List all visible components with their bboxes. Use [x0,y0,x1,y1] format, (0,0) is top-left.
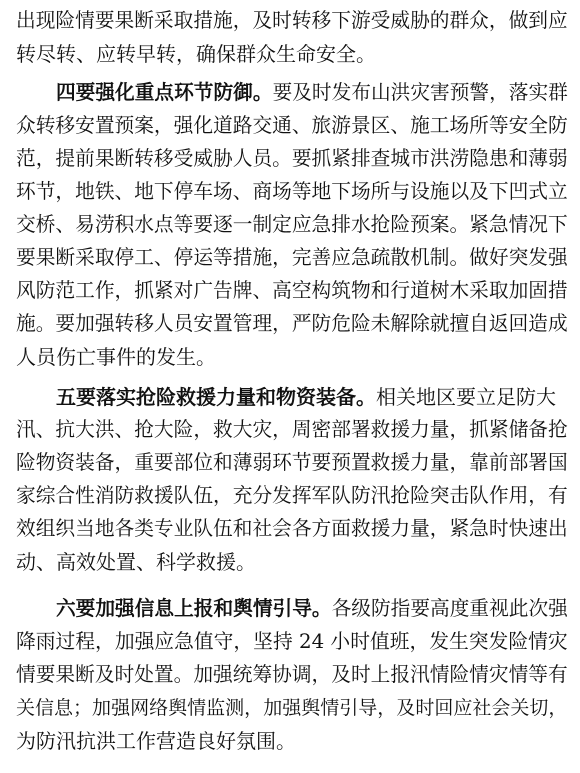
section-heading-4: 四要强化重点环节防御。 [56,81,273,104]
paragraph-2-line-7: 风防范工作，抓紧对广告牌、高空构筑物和行道树木采取加固措 [16,279,568,302]
paragraph-2-line-1 [56,80,568,106]
paragraph-4-text: 各级防指要高度重视此次强 [331,597,568,620]
paragraph-3-line-5: 效组织当地各类专业队伍和社会各方面救援力量，紧急时快速出 [16,517,568,540]
section-heading-6: 六要加强信息上报和舆情引导。 [56,597,332,620]
paragraph-2-line-9: 人员伤亡事件的发生。 [16,345,216,369]
paragraph-2-line-2: 众转移安置预案，强化道路交通、旅游景区、施工场所等安全防 [16,114,568,137]
paragraph-2-text: 要及时发布山洪灾害预警，落实群 [272,81,568,104]
paragraph-2-line-4: 环节，地铁、地下停车场、商场等地下场所与设施以及下凹式立 [16,180,568,203]
paragraph-4-line-1 [56,596,568,622]
paragraph-1-line-2: 转尽转、应转早转，确保群众生命安全。 [16,42,376,66]
paragraph-1-line-1: 出现险情要果断采取措施，及时转移下游受威胁的群众，做到应 [16,9,568,32]
section-heading-5: 五要落实抢险救援力量和物资装备。 [56,385,376,409]
paragraph-2-line-6: 要果断采取停工、停运等措施，完善应急疏散机制。做好突发强 [16,246,568,269]
paragraph-3-line-2: 汛、抗大洪、抢大险，救大灾，周密部署救援力量，抓紧储备抢 [16,418,568,441]
paragraph-3-line-1 [56,384,556,410]
paragraph-4-line-4: 关信息；加强网络舆情监测，加强舆情引导，及时回应社会关切， [16,697,568,719]
paragraph-2-line-5: 交桥、易涝积水点等要逐一制定应急排水抢险预案。紧急情况下 [16,213,568,236]
paragraph-2-line-3: 范，提前果断转移受威胁人员。要抓紧排查城市洪涝隐患和薄弱 [16,147,568,170]
paragraph-3-text: 相关地区要立足防大 [376,385,556,409]
paragraph-2-line-8: 施。要加强转移人员安置管理，严防危险未解除就擅自返回造成 [16,312,568,335]
paragraph-3-line-6: 动、高效处置、科学救援。 [16,550,256,574]
paragraph-3-line-4: 家综合性消防救援队伍，充分发挥军队防汛抢险突击队作用，有 [16,484,568,507]
paragraph-3-line-3: 险物资装备，重要部位和薄弱环节要预置救援力量，靠前部署国 [16,451,568,474]
paragraph-4-line-5: 为防汛抗洪工作营造良好氛围。 [16,729,296,753]
paragraph-4-line-3: 情要果断及时处置。加强统筹协调，及时上报汛情险情灾情等有 [16,663,568,686]
paragraph-4-line-2: 降雨过程，加强应急值守，坚持 24 小时值班，发生突发险情灾 [16,630,568,653]
